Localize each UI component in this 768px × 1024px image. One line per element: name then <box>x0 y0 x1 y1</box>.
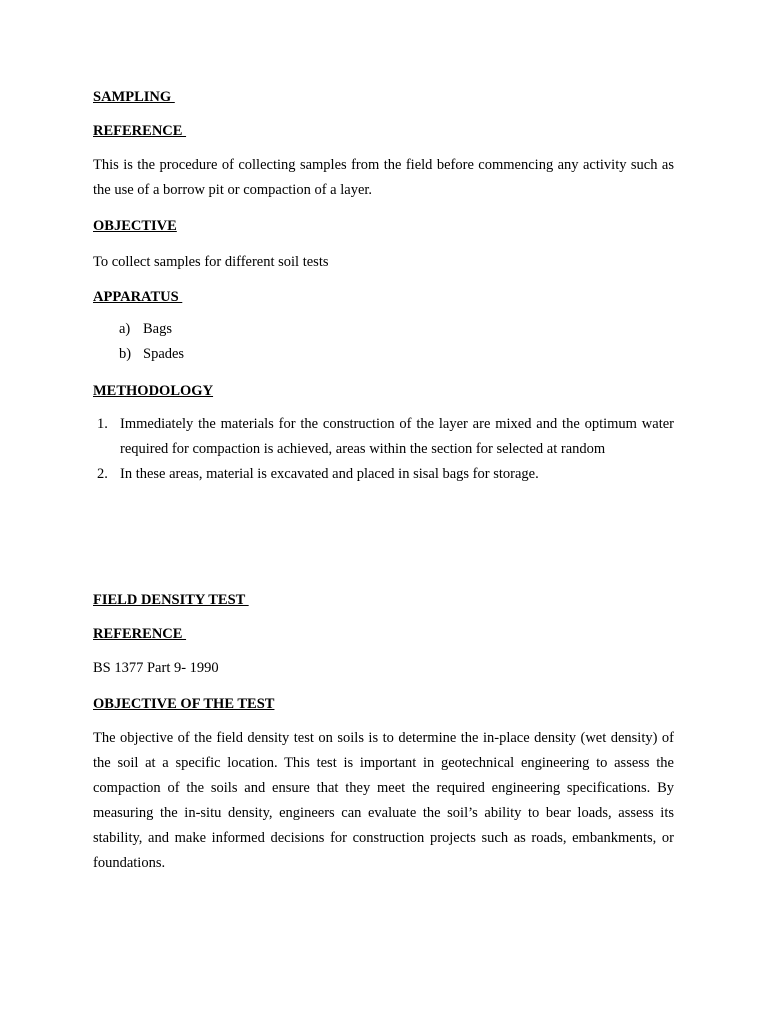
list-item <box>93 412 674 462</box>
list-item-text: Bags <box>143 321 172 337</box>
field-density-reference-heading: REFERENCE <box>93 626 187 642</box>
apparatus-list <box>115 317 674 367</box>
sampling-objective-text: To collect samples for different soil tests <box>93 254 329 270</box>
list-item-text: In these areas, material is excavated and placed in sisal bags for storage. <box>120 466 539 482</box>
methodology-list <box>93 412 674 487</box>
field-density-objective-text: The objective of the field density test on soils is to determine the in-place density (wet density) of the soil at a specific location. This test is important in geotechnical engineering to assess the compaction of the soils and ensure that they meet the required engineering specifications. By measuring the in-situ density, engineers can evaluate the soil’s ability to bear loads, assess its stability, and make informed decisions for construction projects such as roads, embankments, or foundations. <box>93 730 674 871</box>
list-item-text: Spades <box>143 346 185 362</box>
list-marker: 2. <box>97 466 108 482</box>
list-marker: 1. <box>97 416 108 432</box>
list-item-text: Immediately the materials for the construction of the layer are mixed and the optimum water required for compaction is achieved, areas within the section for selected at random <box>120 416 674 457</box>
list-item <box>115 342 674 367</box>
sampling-objective-heading: OBJECTIVE <box>93 218 177 234</box>
page-content <box>93 0 674 1024</box>
apparatus-heading: APPARATUS <box>93 289 183 305</box>
list-marker: a) <box>119 321 131 337</box>
list-item <box>115 317 674 342</box>
field-density-objective-heading: OBJECTIVE OF THE TEST <box>93 696 275 712</box>
field-density-title: FIELD DENSITY TEST <box>93 592 249 608</box>
field-density-reference-text: BS 1377 Part 9- 1990 <box>93 660 219 676</box>
sampling-reference-text: This is the procedure of collecting samples from the field before commencing any activity such as the use of a borrow pit or compaction of a layer. <box>93 157 674 198</box>
methodology-heading: METHODOLOGY <box>93 383 214 399</box>
sampling-title: SAMPLING <box>93 89 175 105</box>
list-marker: b) <box>119 346 132 362</box>
sampling-reference-heading: REFERENCE <box>93 123 187 139</box>
list-item <box>93 462 674 487</box>
